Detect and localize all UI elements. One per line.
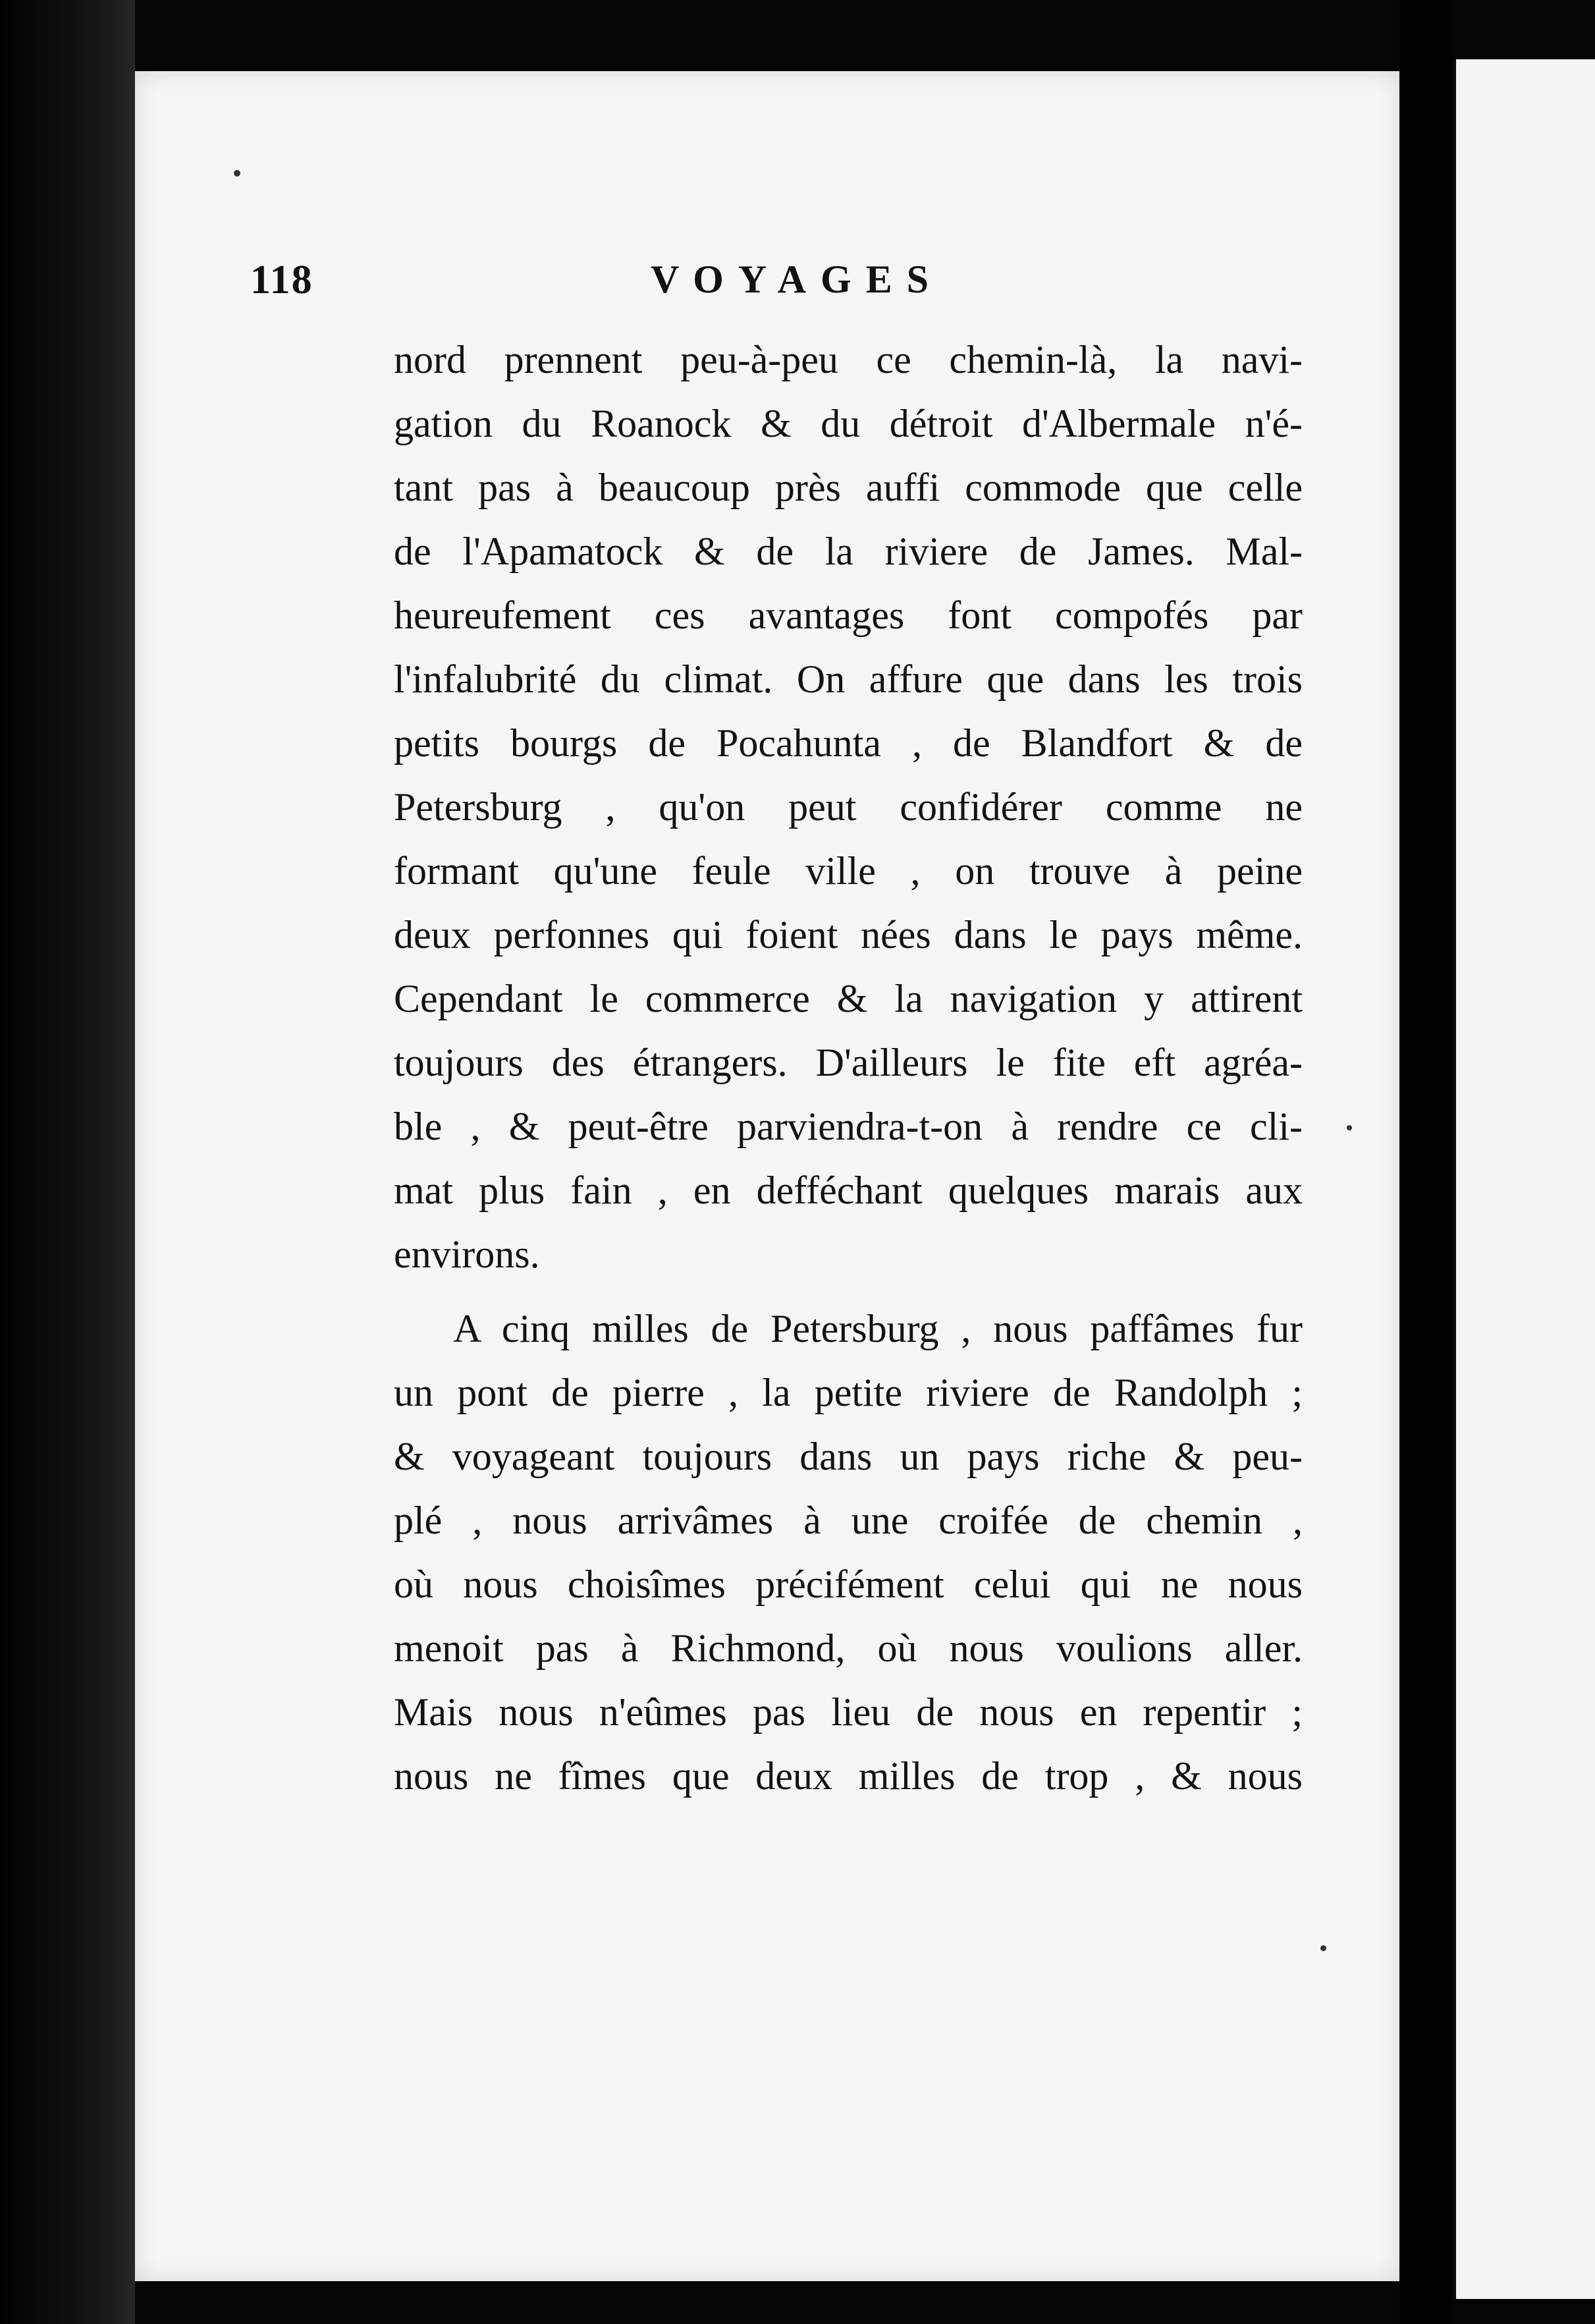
text-line: Cependant le commerce & la navigation y attirent <box>394 977 1303 1020</box>
text-line: petits bourgs de Pocahunta , de Blandfort & de <box>394 721 1303 765</box>
text-line: de l'Apamatock & de la riviere de James. Mal- <box>394 530 1303 573</box>
body-text <box>394 328 1303 1808</box>
text-line: où nous choisîmes précifément celui qui ne nous <box>394 1563 1303 1606</box>
text-line: un pont de pierre , la petite riviere de Randolph ; <box>394 1371 1303 1414</box>
text-line: toujours des étrangers. D'ailleurs le fite eft agréa- <box>394 1041 1303 1084</box>
text-line: Mais nous n'eûmes pas lieu de nous en repentir ; <box>394 1690 1303 1734</box>
text-line: formant qu'une feule ville , on trouve à peine <box>394 849 1303 893</box>
text-line: mat plus fain , en defféchant quelques marais aux <box>394 1169 1303 1212</box>
running-title: VOYAGES <box>651 258 944 301</box>
scan-left-border <box>0 0 135 2324</box>
paper-speck <box>1347 1125 1352 1130</box>
paper-speck <box>234 170 240 177</box>
text-line: environs. <box>394 1232 540 1276</box>
text-line: Petersburg , qu'on peut confidérer comme ne <box>394 785 1303 829</box>
text-line: l'infalubrité du climat. On affure que dans les trois <box>394 657 1303 701</box>
text-line: heureufement ces avantages font compofés par <box>394 594 1303 637</box>
text-line: gation du Roanock & du détroit d'Albermale n'é- <box>394 402 1303 445</box>
text-line: ble , & peut-être parviendra-t-on à rendre ce cli- <box>394 1105 1303 1148</box>
text-line: menoit pas à Richmond, où nous voulions aller. <box>394 1626 1303 1670</box>
running-head <box>250 257 1304 316</box>
text-line: plé , nous arrivâmes à une croifée de chemin , <box>394 1499 1303 1542</box>
book-gutter <box>1399 0 1452 2324</box>
text-line: tant pas à beaucoup près auffi commode que celle <box>394 466 1303 509</box>
paragraph <box>394 328 1303 1286</box>
text-line: nous ne fîmes que deux milles de trop , & nous <box>394 1754 1303 1798</box>
facing-page-edge <box>1452 59 1595 2299</box>
paragraph-gap <box>394 1286 1303 1297</box>
text-line: & voyageant toujours dans un pays riche & peu- <box>394 1435 1303 1478</box>
text-line: nord prennent peu-à-peu ce chemin-là, la navi- <box>394 338 1303 381</box>
paragraph <box>394 1297 1303 1808</box>
text-line: A cinq milles de Petersburg , nous paffâmes fur <box>453 1307 1303 1350</box>
paper-speck <box>1320 1945 1326 1951</box>
page-number: 118 <box>250 258 313 302</box>
text-line: deux perfonnes qui foient nées dans le pays même. <box>394 913 1303 956</box>
